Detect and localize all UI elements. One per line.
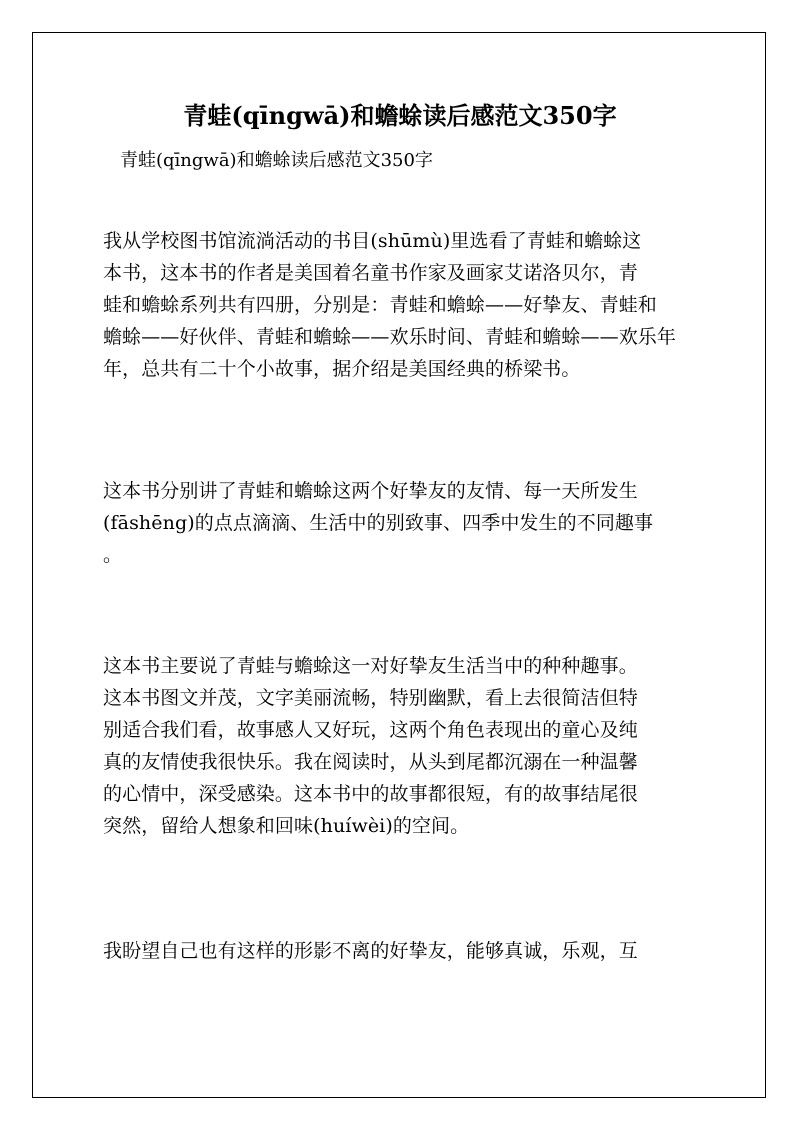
paragraph-line: 别适合我们看，故事感人又好玩，这两个角色表现出的童心及纯: [103, 719, 638, 741]
paragraph-line: 。: [103, 544, 123, 566]
paragraph-line: 我盼望自己也有这样的形影不离的好挚友，能够真诚，乐观，互: [103, 940, 638, 962]
paragraph-3: [103, 650, 703, 842]
document-subtitle: 青蛙(qīngwā)和蟾蜍读后感范文350字: [120, 150, 433, 171]
paragraph-line: 我从学校图书馆流淌活动的书目(shūmù)里选看了青蛙和蟾蜍这: [103, 230, 642, 252]
paragraph-4: [103, 935, 703, 967]
paragraph-line: 突然，留给人想象和回味(huíwèi)的空间。: [103, 815, 470, 837]
paragraph-line: 蟾蜍——好伙伴、青蛙和蟾蜍——欢乐时间、青蛙和蟾蜍——欢乐年: [103, 326, 677, 348]
paragraph-line: 年，总共有二十个小故事，据介绍是美国经典的桥梁书。: [103, 358, 581, 380]
paragraph-line: 的心情中，深受感染。这本书中的故事都很短，有的故事结尾很: [103, 783, 638, 805]
paragraph-2: [103, 475, 703, 571]
paragraph-line: 本书，这本书的作者是美国着名童书作家及画家艾诺洛贝尔，青: [103, 262, 638, 284]
paragraph-line: 蛙和蟾蜍系列共有四册，分别是：青蛙和蟾蜍——好挚友、青蛙和: [103, 294, 657, 316]
paragraph-1: [103, 225, 703, 385]
paragraph-line: 这本书主要说了青蛙与蟾蜍这一对好挚友生活当中的种种趣事。: [103, 655, 638, 677]
paragraph-line: 这本书图文并茂，文字美丽流畅，特别幽默，看上去很简洁但特: [103, 687, 638, 709]
paragraph-line: 这本书分别讲了青蛙和蟾蜍这两个好挚友的友情、每一天所发生: [103, 480, 638, 502]
document-title: 青蛙(qīngwā)和蟾蜍读后感范文350字: [183, 101, 617, 130]
paragraph-line: 真的友情使我很快乐。我在阅读时，从头到尾都沉溺在一种温馨: [103, 751, 638, 773]
paragraph-line: (fāshēng)的点点滴滴、生活中的别致事、四季中发生的不同趣事: [103, 512, 654, 534]
